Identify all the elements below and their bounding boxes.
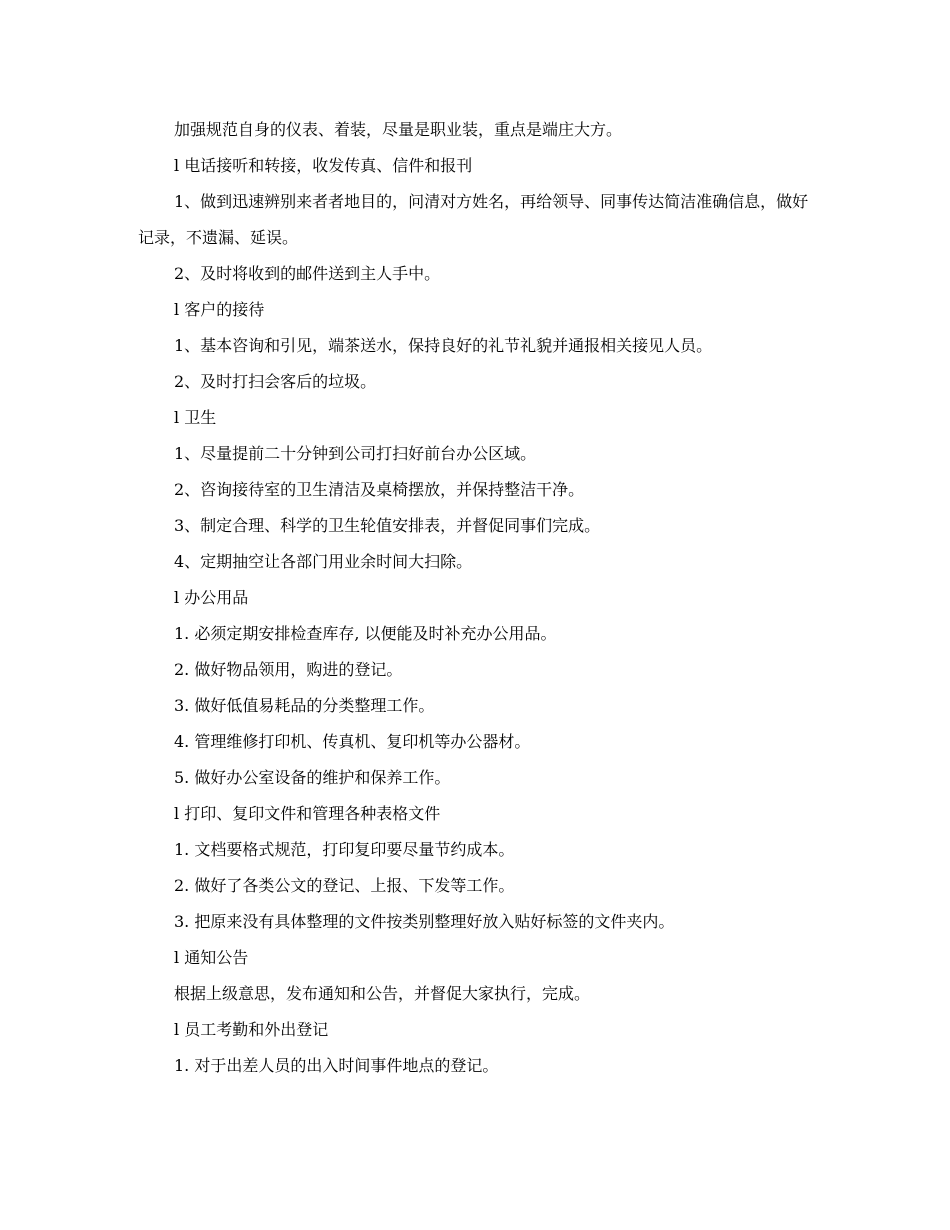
paragraph: 4、定期抽空让各部门用业余时间大扫除。 bbox=[174, 552, 473, 571]
paragraph: 根据上级意思，发布通知和公告，并督促大家执行，完成。 bbox=[174, 984, 591, 1003]
section-heading: l 员工考勤和外出登记 bbox=[174, 1020, 329, 1039]
paragraph: 加强规范自身的仪表、着装，尽量是职业装，重点是端庄大方。 bbox=[174, 120, 623, 139]
section-heading: l 电话接听和转接，收发传真、信件和报刊 bbox=[174, 156, 473, 175]
paragraph: 2、及时打扫会客后的垃圾。 bbox=[174, 372, 377, 391]
paragraph: 3. 把原来没有具体整理的文件按类别整理好放入贴好标签的文件夹内。 bbox=[174, 912, 675, 931]
paragraph: 1、尽量提前二十分钟到公司打扫好前台办公区域。 bbox=[174, 444, 537, 463]
paragraph: 2. 做好物品领用，购进的登记。 bbox=[174, 660, 403, 679]
paragraph: 1、基本咨询和引见，端茶送水，保持良好的礼节礼貌并通报相关接见人员。 bbox=[174, 336, 713, 355]
section-heading: l 办公用品 bbox=[174, 588, 249, 607]
document-body bbox=[138, 112, 818, 1084]
paragraph: 1、做到迅速辨别来者者地目的，问清对方姓名，再给领导、同事传达简洁准确信息，做好记录，不遗漏、延误。 bbox=[138, 192, 809, 247]
section-heading: l 通知公告 bbox=[174, 948, 249, 967]
section-heading: l 卫生 bbox=[174, 408, 217, 427]
paragraph: 2、咨询接待室的卫生清洁及桌椅摆放，并保持整洁干净。 bbox=[174, 480, 585, 499]
section-heading: l 客户的接待 bbox=[174, 300, 265, 319]
paragraph: 1. 对于出差人员的出入时间事件地点的登记。 bbox=[174, 1056, 499, 1075]
paragraph: 2. 做好了各类公文的登记、上报、下发等工作。 bbox=[174, 876, 515, 895]
section-heading: l 打印、复印文件和管理各种表格文件 bbox=[174, 804, 441, 823]
paragraph: 3. 做好低值易耗品的分类整理工作。 bbox=[174, 696, 435, 715]
paragraph: 1. 文档要格式规范，打印复印要尽量节约成本。 bbox=[174, 840, 515, 859]
paragraph: 3、制定合理、科学的卫生轮值安排表，并督促同事们完成。 bbox=[174, 516, 601, 535]
paragraph: 2、及时将收到的邮件送到主人手中。 bbox=[174, 264, 441, 283]
paragraph: 4. 管理维修打印机、传真机、复印机等办公器材。 bbox=[174, 732, 531, 751]
paragraph: 5. 做好办公室设备的维护和保养工作。 bbox=[174, 768, 451, 787]
paragraph: 1. 必须定期安排检查库存, 以便能及时补充办公用品。 bbox=[174, 624, 557, 643]
